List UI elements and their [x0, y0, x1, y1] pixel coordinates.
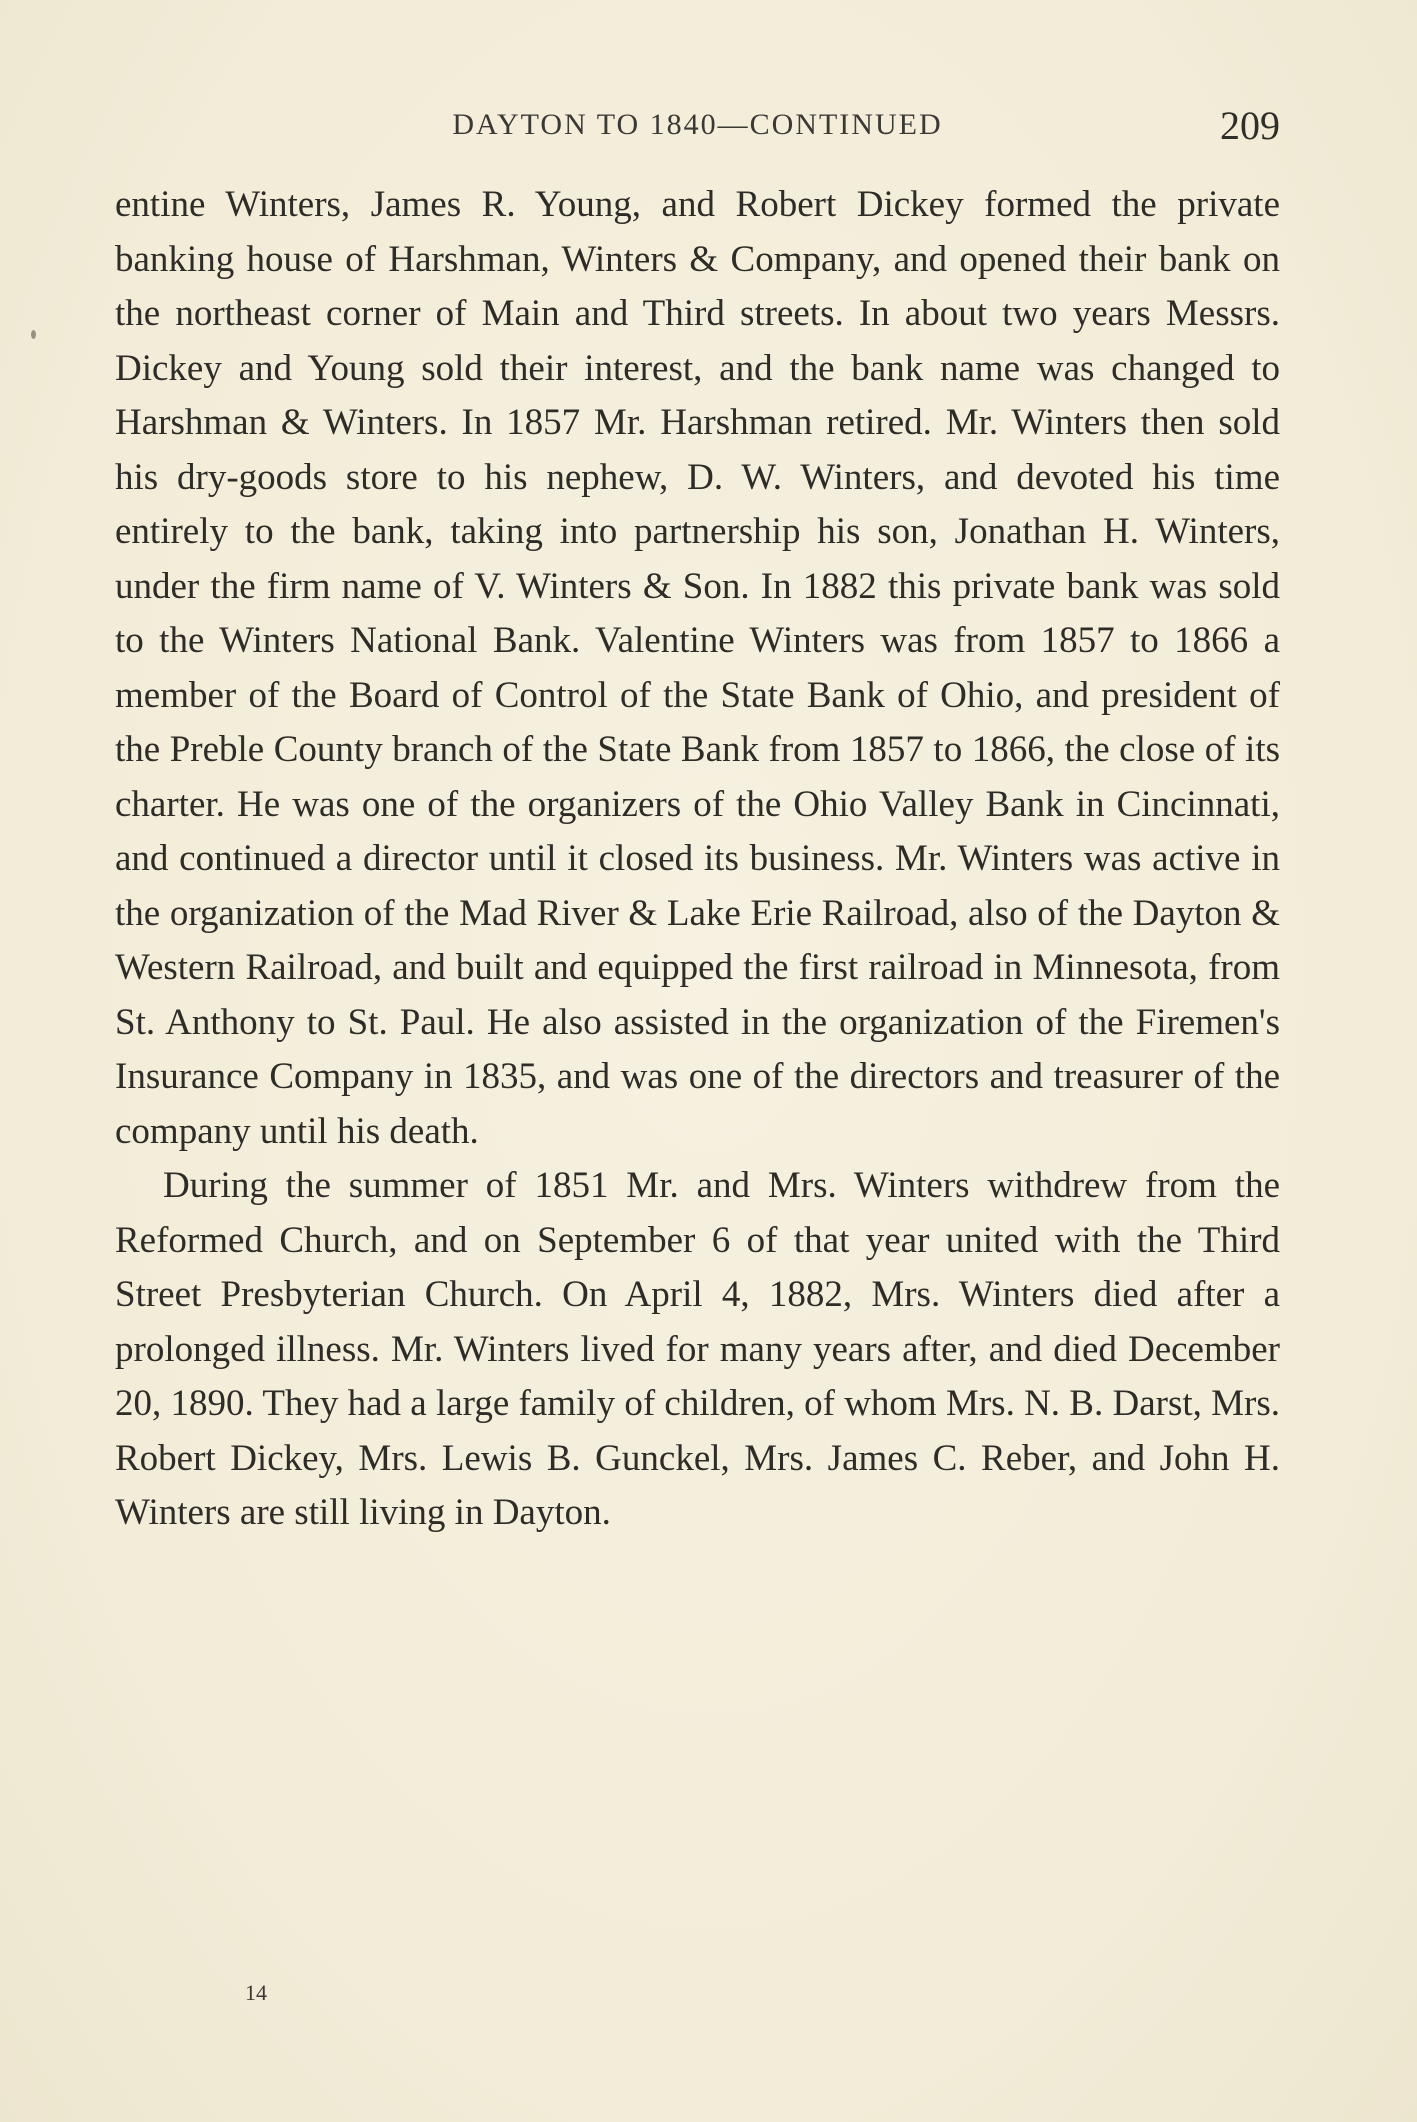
signature-mark: 14	[245, 1980, 267, 2005]
page-number: 209	[1220, 103, 1280, 148]
running-title: DAYTON TO 1840—CONTINUED	[452, 108, 943, 141]
ink-speck	[31, 330, 36, 339]
page-header	[115, 102, 1280, 148]
body-text	[115, 178, 1280, 1541]
paragraph-second: During the summer of 1851 Mr. and Mrs. Winters withdrew from the Reformed Church, and on September 6 of that year united with the Third Street Presbyterian Church. On April 4, 1882, Mrs. Winters died after a prolonged illness. Mr. Winters lived for many years after, and died December 20, 1890. They had a large family of children, of whom Mrs. N. B. Darst, Mrs. Robert Dickey, Mrs. Lewis B. Gunckel, Mrs. James C. Reber, and John H. Winters are still living in Dayton.	[115, 1165, 1280, 1533]
paragraph-continuation: entine Winters, James R. Young, and Robert Dickey formed the private banking house of Harshman, Winters & Company, and opened their bank on the northeast corner of Main and Third streets. In about two years Messrs. Dickey and Young sold their interest, and the bank name was changed to Harshman & Winters. In 1857 Mr. Harshman retired. Mr. Winters then sold his dry-goods store to his nephew, D. W. Winters, and devoted his time entirely to the bank, taking into partnership his son, Jonathan H. Winters, under the firm name of V. Winters & Son. In 1882 this private bank was sold to the Winters National Bank. Valentine Winters was from 1857 to 1866 a member of the Board of Control of the State Bank of Ohio, and president of the Preble County branch of the State Bank from 1857 to 1866, the close of its charter. He was one of the organizers of the Ohio Valley Bank in Cincinnati, and continued a director until it closed its business. Mr. Winters was active in the organization of the Mad River & Lake Erie Railroad, also of the Dayton & Western Railroad, and built and equipped the first railroad in Minnesota, from St. Anthony to St. Paul. He also assisted in the organization of the Firemen's Insurance Company in 1835, and was one of the directors and treasurer of the company until his death.	[115, 184, 1280, 1152]
